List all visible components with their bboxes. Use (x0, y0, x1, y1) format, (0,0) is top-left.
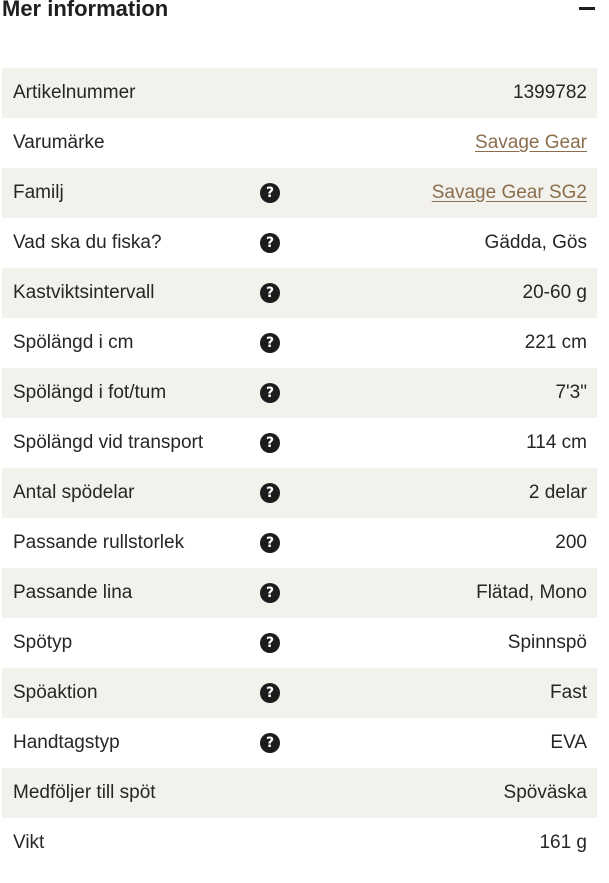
spec-row (2, 268, 597, 318)
spec-row (2, 768, 597, 818)
spec-label: Artikelnummer (13, 82, 136, 103)
spec-label: Kastviktsintervall (13, 282, 155, 303)
spec-value: 221 cm (524, 332, 587, 353)
section-header (0, 0, 609, 68)
spec-row (2, 818, 597, 868)
spec-label: Familj (13, 182, 64, 203)
spec-label: Medföljer till spöt (13, 782, 156, 803)
spec-label: Vad ska du fiska? (13, 232, 162, 253)
spec-row (2, 168, 597, 218)
spec-row (2, 618, 597, 668)
spec-value: 7'3" (555, 382, 587, 403)
spec-label: Spöaktion (13, 682, 98, 703)
section-title: Mer information (2, 0, 169, 21)
question-circle-icon[interactable]: ? (260, 583, 280, 603)
spec-row (2, 68, 597, 118)
spec-value: 1399782 (513, 82, 587, 103)
spec-row (2, 218, 597, 268)
spec-value: 2 delar (528, 482, 587, 503)
question-circle-icon[interactable]: ? (260, 533, 280, 553)
question-circle-icon[interactable]: ? (260, 183, 280, 203)
spec-row (2, 318, 597, 368)
specifications-table (2, 68, 597, 868)
spec-label: Spötyp (13, 632, 73, 653)
spec-row (2, 468, 597, 518)
question-circle-icon[interactable]: ? (260, 633, 280, 653)
spec-label: Handtagstyp (13, 732, 120, 753)
spec-value: 20-60 g (522, 282, 587, 303)
spec-value (432, 182, 587, 204)
spec-value: 114 cm (526, 432, 587, 453)
spec-value: 161 g (539, 832, 587, 853)
question-circle-icon[interactable]: ? (260, 283, 280, 303)
spec-value: EVA (550, 732, 587, 753)
spec-label: Spölängd i cm (13, 332, 134, 353)
question-circle-icon[interactable]: ? (260, 333, 280, 353)
question-circle-icon[interactable]: ? (260, 383, 280, 403)
spec-row (2, 718, 597, 768)
minus-icon[interactable] (579, 3, 597, 17)
minus-bar (579, 7, 595, 10)
spec-row (2, 518, 597, 568)
spec-value: Spöväska (503, 782, 587, 803)
question-circle-icon[interactable]: ? (260, 683, 280, 703)
spec-value: Gädda, Gös (484, 232, 587, 253)
question-circle-icon[interactable]: ? (260, 233, 280, 253)
spec-value: Fast (550, 682, 587, 703)
spec-row (2, 118, 597, 168)
spec-value-link[interactable]: Savage Gear (475, 132, 587, 153)
question-circle-icon[interactable]: ? (260, 483, 280, 503)
spec-row (2, 668, 597, 718)
spec-label: Varumärke (13, 132, 105, 153)
spec-label: Spölängd vid transport (13, 432, 204, 453)
spec-row (2, 568, 597, 618)
spec-label: Passande lina (13, 582, 133, 603)
spec-value: Spinnspö (507, 632, 587, 653)
spec-label: Spölängd i fot/tum (13, 382, 167, 403)
spec-value: Flätad, Mono (476, 582, 587, 603)
question-circle-icon[interactable]: ? (260, 433, 280, 453)
spec-row (2, 418, 597, 468)
question-circle-icon[interactable]: ? (260, 733, 280, 753)
spec-row (2, 368, 597, 418)
spec-label: Vikt (13, 832, 45, 853)
spec-value (475, 132, 587, 154)
spec-value: 200 (555, 532, 587, 553)
spec-label: Passande rullstorlek (13, 532, 185, 553)
spec-label: Antal spödelar (13, 482, 135, 503)
spec-value-link[interactable]: Savage Gear SG2 (431, 182, 587, 203)
